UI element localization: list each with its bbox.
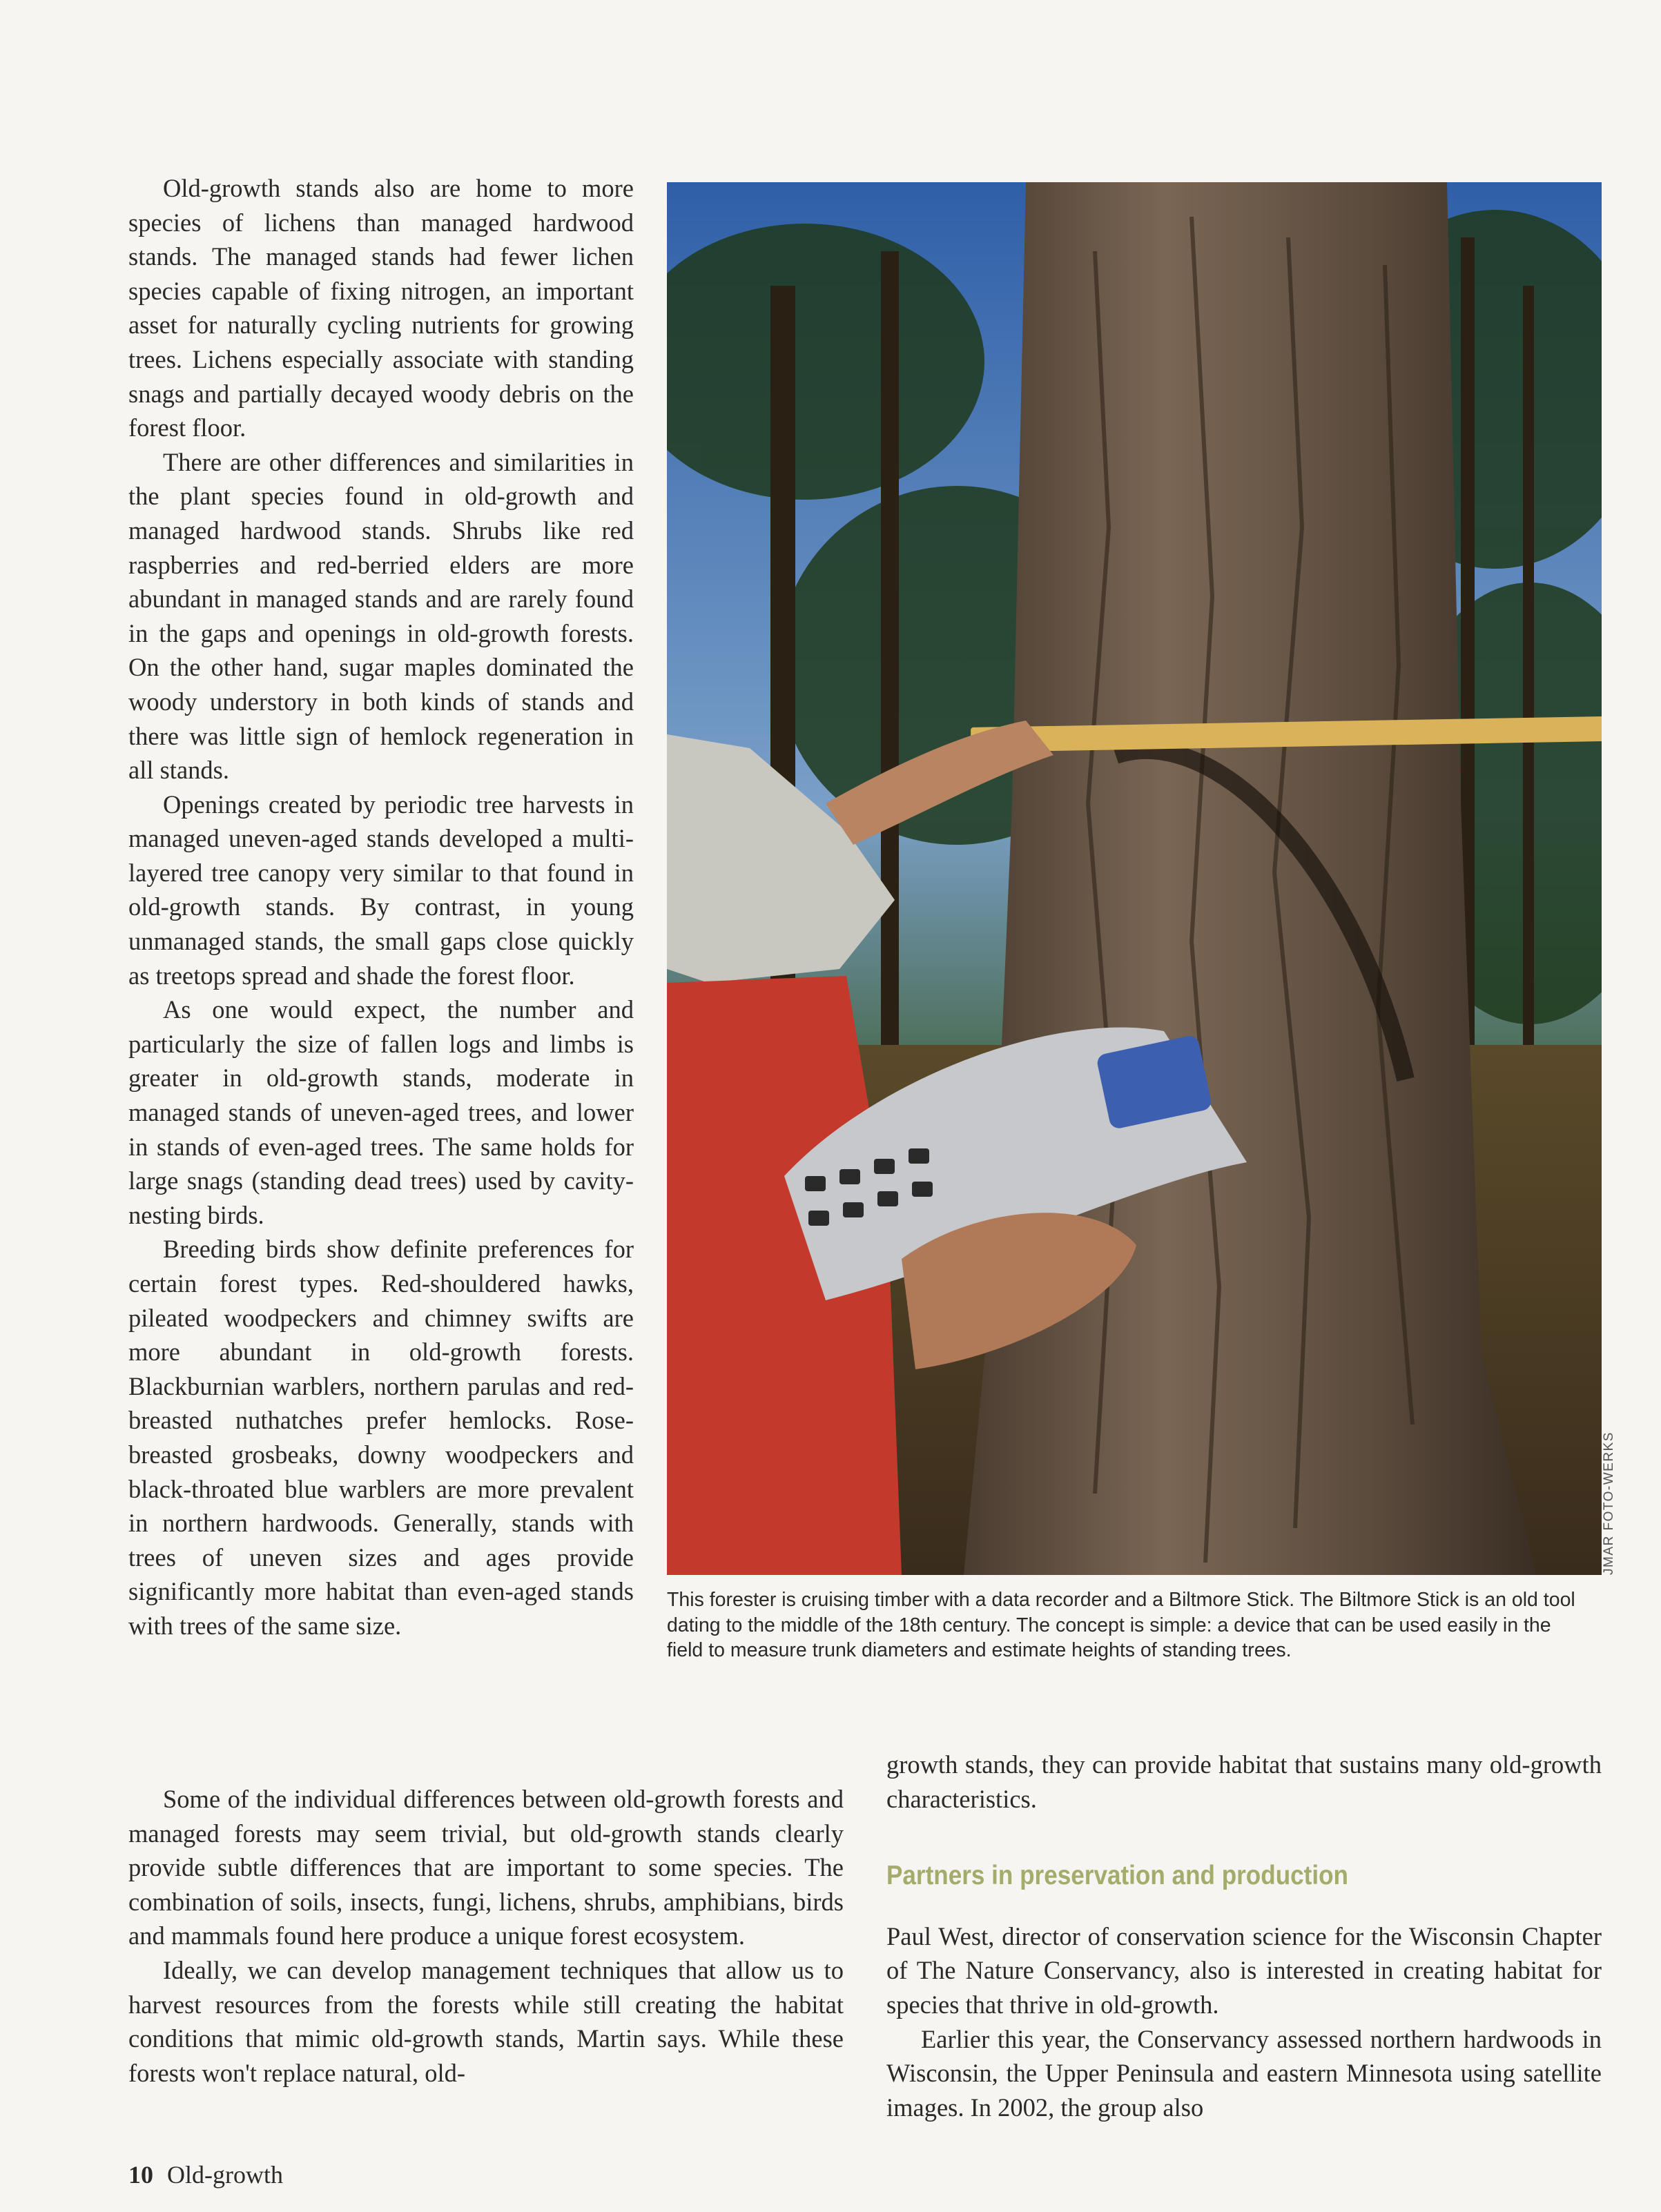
section-subhead: Partners in preservation and production	[886, 1861, 1348, 1891]
body-paragraph: Openings created by periodic tree harvests in managed uneven-aged stands developed a multi-layered tree canopy very similar to that found in old-growth stands. By contrast, in young unmanaged stands, the small gaps close quickly as treetops spread and shade the forest floor.	[128, 790, 634, 990]
body-paragraph: Earlier this year, the Conservancy assessed northern hardwoods in Wisconsin, the Upper Peninsula and eastern Minnesota using satellite images. In 2002, the group also	[886, 2024, 1602, 2122]
right-text-column	[886, 1748, 1602, 2124]
photo-illustration	[667, 182, 1602, 1575]
photo-credit: JMAR FOTO-WERKS	[1602, 1431, 1616, 1575]
photo-caption: This forester is cruising timber with a data recorder and a Biltmore Stick. The Biltmore Stick is an old tool dating to the middle of the 18th century. The concept is simple: a device that can be used easily in the field to measure trunk diameters and estimate heights of standing trees.	[667, 1589, 1575, 1661]
body-paragraph: Breeding birds show definite preferences for certain forest types. Red-shouldered hawks, pileated woodpeckers and chimney swifts are more abundant in old-growth forests. Blackburnian warblers, northern parulas and red-breasted nuthatches prefer hemlocks. Rose-breasted grosbeaks, downy woodpeckers and black-throated blue warblers are more prevalent in northern hardwoods. Generally, stands with trees of uneven sizes and ages provide significantly more habitat than even-aged stands with trees of the same size.	[128, 1235, 634, 1640]
body-paragraph: Ideally, we can develop management techniques that allow us to harvest resources from the forests while still creating the habitat conditions that mimic old-growth stands, Martin says. While these forests won't replace natural, old-	[128, 1955, 844, 2087]
bottom-text-column	[128, 1782, 844, 2090]
forester-photo	[667, 182, 1602, 1575]
left-text-column	[128, 171, 634, 1643]
body-paragraph: Paul West, director of conservation science for the Wisconsin Chapter of The Nature Conservancy, also is interested in creating habitat for species that thrive in old-growth.	[886, 1921, 1602, 2019]
section-name: Old-growth	[167, 2161, 283, 2189]
continued-paragraph: growth stands, they can provide habitat that sustains many old-growth characteristics.	[886, 1750, 1602, 1813]
body-paragraph: As one would expect, the number and particularly the size of fallen logs and limbs is greater in old-growth stands, moderate in managed stands of uneven-aged trees, and lower in stands of even-aged trees. The same holds for large snags (standing dead trees) used by cavity-nesting birds.	[128, 995, 634, 1229]
page-number: 10	[128, 2161, 153, 2189]
body-paragraph: There are other differences and similarities in the plant species found in old-growth and managed hardwood stands. Shrubs like red raspberries and red-berried elders are more abundant in managed stands and are rarely found in the gaps and openings in old-growth forests. On the other hand, sugar maples dominated the woody understory in both kinds of stands and there was little sign of hemlock regeneration in all stands.	[128, 447, 634, 785]
body-paragraph: Some of the individual differences between old-growth forests and managed forests may seem trivial, but old-growth stands clearly provide subtle differences that are important to some species. The combination of soils, insects, fungi, lichens, shrubs, amphibians, birds and mammals found here produce a unique forest ecosystem.	[128, 1785, 844, 1950]
body-paragraph: Old-growth stands also are home to more species of lichens than managed hardwood stands. The managed stands had fewer lichen species capable of fixing nitrogen, an important asset for naturally cycling nutrients for growing trees. Lichens especially associate with standing snags and partially decayed woody debris on the forest floor.	[128, 174, 634, 442]
page-footer	[128, 2160, 283, 2189]
